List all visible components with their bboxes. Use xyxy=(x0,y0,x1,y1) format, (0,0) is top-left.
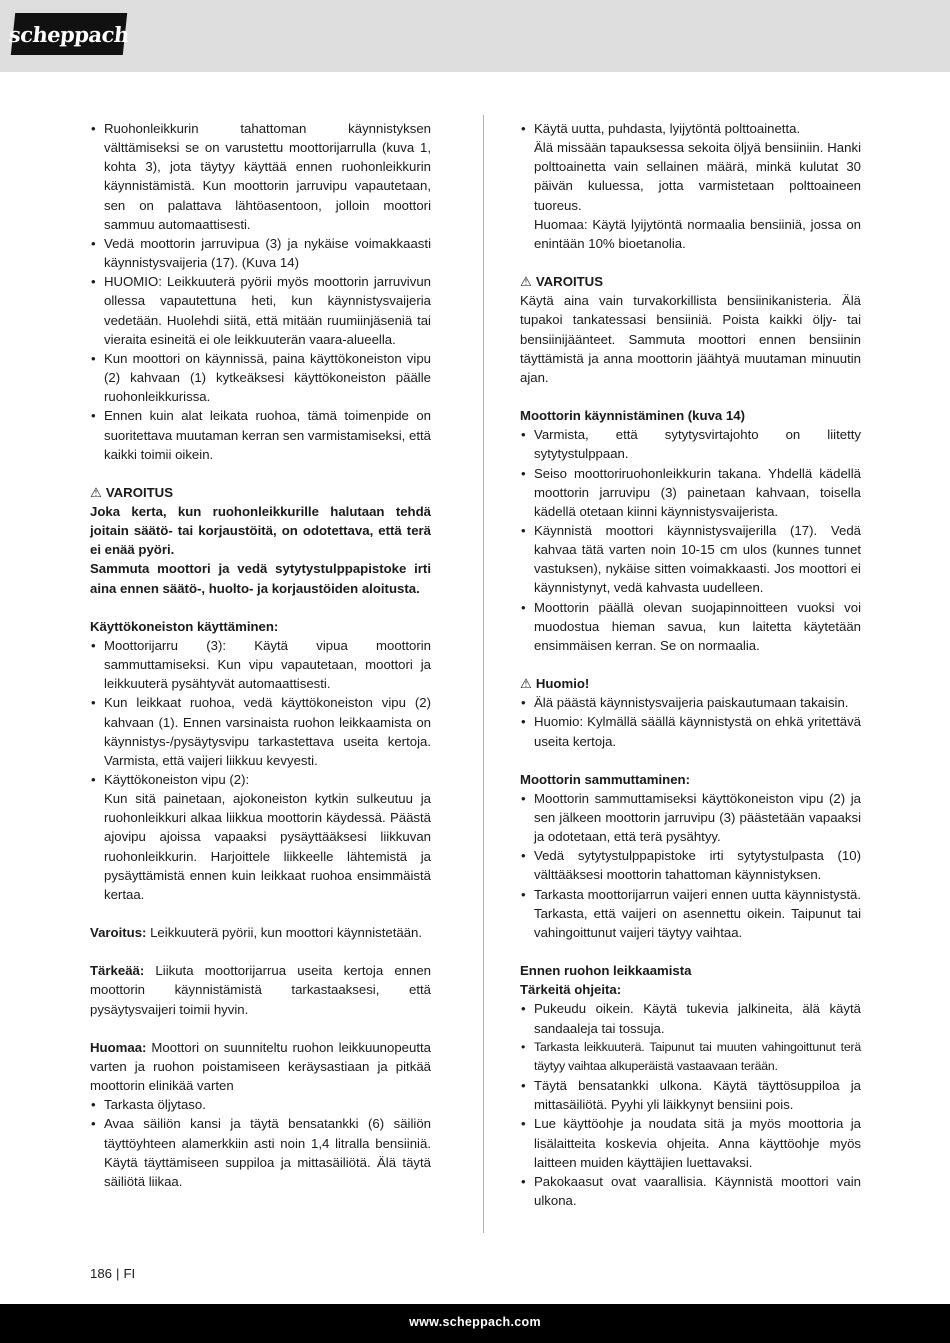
list-item: • Varmista, että sytytysvirtajohto on liitetty sytytystulppaan. xyxy=(520,425,861,463)
column-divider xyxy=(483,115,484,1233)
start-bullet-list xyxy=(520,425,861,655)
warning-triangle-icon: ⚠ xyxy=(90,484,102,500)
section-heading-start: Moottorin käynnistäminen (kuva 14) xyxy=(520,408,745,424)
drive-lever-title: • Käyttökoneiston vipu (2): xyxy=(104,772,250,787)
warning-triangle-icon: ⚠ xyxy=(520,274,532,290)
list-item: • Ruohonleikkurin tahattoman käynnistyksen välttämiseksi se on varustettu moottorijarrulla (kuva 1, kohta 3), jota täytyy käyttää ennen ruohonleikkurin käynnistämistä. Kun moottorin jarruvipu vapautetaan, sen on palattava lähtöasentoon, jolloin moottori sammuu automaattisesti. xyxy=(90,119,431,234)
intro-bullet-list xyxy=(90,119,431,464)
warning-text: Joka kerta, kun ruohonleikkurille halutaan tehdä joitain säätö- tai korjaustöitä, on odotettava, että terä ei enää pyöri. xyxy=(90,503,431,558)
warning-heading: ⚠ VAROITUS xyxy=(520,274,603,290)
right-column xyxy=(520,119,861,1210)
list-item: • Seiso moottoriruohonleikkurin takana. Yhdellä kädellä moottorin jarruvipu (3) painetaan kahvaan, toisella kädellä otetaan kiinni käynnistysvaijerista. xyxy=(520,464,861,521)
section-heading-stop: Moottorin sammuttaminen: xyxy=(520,771,690,787)
list-item: • Täytä bensatankki ulkona. Käytä täyttösuppiloa ja mittasäiliötä. Pyyhi yli läikkynyt bensiini pois. xyxy=(520,1076,861,1114)
list-item: • Moottorijarru (3): Käytä vipua moottorin sammuttamiseksi. Kun vipu vapautetaan, moottori ja leikkuuterä pysähtyvät automaattisesti. xyxy=(90,636,431,693)
list-item: • Huomio: Kylmällä säällä käynnistystä on ehkä yritettävä useita kertoja. xyxy=(520,712,861,750)
before-bullet-list xyxy=(520,999,861,1210)
huomaa-bullet-list xyxy=(90,1095,431,1191)
warning-text: Sammuta moottori ja vedä sytytystulppapistoke irti aina ennen säätö-, huolto- ja korjaustöiden aloitusta. xyxy=(90,561,431,596)
huomaa-paragraph: Huomaa: Moottori on suunniteltu ruohon leikkuunopeutta varten ja ruohon poistamiseen keräysastiaan ja pitkää moottorin elinikää varten xyxy=(90,1039,431,1094)
section-subheading: Tärkeitä ohjeita: xyxy=(520,982,622,998)
list-item: • Moottorin sammuttamiseksi käyttökoneiston vipu (2) ja sen jälkeen moottorin jarruvipu (3) päästetään vapaaksi ja odotetaan, että terä pysähtyy. xyxy=(520,789,861,846)
warning-text: Käytä aina vain turvakorkillista bensiinikanisteria. Älä tupakoi tankatessasi bensiiniä. Poista kaikki öljy- tai bensiinijäänteet. Sammuta moottori ennen bensiinin täyttämistä ja anna moottorin jäähtyä muutaman minuutin ajan. xyxy=(520,293,861,385)
list-item: • HUOMIO: Leikkuuterä pyörii myös moottorin jarruvivun ollessa vapautettuna heti, kun käynnistysvaijeria vedetään. Huolehdi siitä, että mitään ruumiinjäseniä tai vieraita esineitä ei ole leikkuuterän vaara-alueella. xyxy=(90,272,431,349)
list-item: • Vedä moottorin jarruvipua (3) ja nykäise voimakkaasti käynnistysvaijeria (17). (Kuva 14) xyxy=(90,234,431,272)
list-item: • Kun moottori on käynnissä, paina käyttökoneiston vipu (2) kahvaan (1) kytkeäksesi käyttökoneiston päälle ruohonleikkurissa. xyxy=(90,349,431,406)
list-item xyxy=(90,770,431,904)
header-bar xyxy=(0,0,950,72)
drive-bullet-list xyxy=(90,636,431,904)
list-item: • Vedä sytytystulppapistoke irti sytytystulpasta (10) välttääksesi moottorin tahattoman käynnistyksen. xyxy=(520,846,861,884)
attention-bullet-list xyxy=(520,693,861,750)
list-item: • Pakokaasut ovat vaarallisia. Käynnistä moottori vain ulkona. xyxy=(520,1172,861,1210)
list-item: • Älä päästä käynnistysvaijeria paiskautumaan takaisin. xyxy=(520,693,861,712)
warning-heading: ⚠ VAROITUS xyxy=(90,484,173,500)
fuel-bullet-list xyxy=(520,119,861,253)
left-column xyxy=(90,119,431,1191)
list-item: • Käytä uutta, puhdasta, lyijytöntä polttoainetta. Älä missään tapauksessa sekoita öljyä bensiiniin. Hanki polttoainetta vain sellainen määrä, minkä kulutat 30 päivän kuluessa, jotta varmistetaan polttoaineen tuoreus. Huomaa: Käytä lyijytöntä normaalia bensiiniä, jossa on enintään 10% bioetanolia. xyxy=(520,119,861,253)
warning-triangle-icon: ⚠ xyxy=(520,676,532,692)
list-item: • Pukeudu oikein. Käytä tukevia jalkineita, älä käytä sandaaleja tai tossuja. xyxy=(520,999,861,1037)
brand-logo: scheppach xyxy=(11,13,127,55)
website-link[interactable]: www.scheppach.com xyxy=(409,1315,541,1329)
list-item: • Lue käyttöohje ja noudata sitä ja myös moottoria ja lisälaitteita koskevia ohjeita. Anna käyttöohje myös laitteen muiden käyttäjien luettavaksi. xyxy=(520,1114,861,1171)
section-heading-before: Ennen ruohon leikkaamista xyxy=(520,963,692,979)
page-number: 186 | FI xyxy=(90,1266,136,1281)
drive-lever-text: Kun sitä painetaan, ajokoneiston kytkin sulkeutuu ja ruohonleikkuri alkaa liikkua moottorin käydessä. Päästä ajovipu ajoissa vapaaksi pysäyttääksesi liikkuvan ruohonleikkurin. Harjoittele liikkeelle lähtemistä ja pysäyttämistä ennen kuin leikkaat ruohoa ensimmäistä kertaa. xyxy=(104,791,431,902)
tarkeaa-paragraph: Tärkeää: Liikuta moottorijarrua useita kertoja ennen moottorin käynnistämistä tarkastaaksesi, että pysäytysvaijeri toimii hyvin. xyxy=(90,963,431,1017)
footer-bar xyxy=(0,1304,950,1343)
list-item: • Tarkasta moottorijarrun vaijeri ennen uutta käynnistystä. Tarkasta, että vaijeri on asennettu oikein. Taipunut tai vahingoittunut vaijeri täytyy vaihtaa. xyxy=(520,885,861,942)
list-item: • Käynnistä moottori käynnistysvaijerilla (17). Vedä kahvaa tätä varten noin 10-15 cm ulos (kunnes tunnet vastuksen), nykäise sitten voimakkaasti. Jos moottori ei käynnistynyt, vedä kahvasta uudelleen. xyxy=(520,521,861,598)
list-item: • Tarkasta öljytaso. xyxy=(90,1095,431,1114)
stop-bullet-list xyxy=(520,789,861,942)
varoitus-paragraph: Varoitus: Leikkuuterä pyörii, kun moottori käynnistetään. xyxy=(90,925,423,941)
list-item: • Avaa säiliön kansi ja täytä bensatankki (6) säiliön täyttöyhteen alamerkkiin asti noin 1,4 litralla bensiiniä. Käytä täyttämiseen suppiloa ja mittasäiliötä. Älä täytä säiliötä liikaa. xyxy=(90,1114,431,1191)
list-item: • Ennen kuin alat leikata ruohoa, tämä toimenpide on suoritettava muutaman kerran sen varmistamiseksi, että kaikki toimii oikein. xyxy=(90,406,431,463)
list-item: • Tarkasta leikkuuterä. Taipunut tai muuten vahingoittunut terä täytyy vaihtaa alkuperäistä vastaavaan terään. xyxy=(520,1038,861,1076)
section-heading-drive: Käyttökoneiston käyttäminen: xyxy=(90,618,279,634)
attention-heading: ⚠ Huomio! xyxy=(520,676,590,692)
list-item: • Moottorin päällä olevan suojapinnoitteen vuoksi voi muodostua hieman savua, kun laitetta käytetään ensimmäisen kerran. Se on normaalia. xyxy=(520,598,861,655)
list-item: • Kun leikkaat ruohoa, vedä käyttökoneiston vipu (2) kahvaan (1). Ennen varsinaista ruohon leikkaamista on käynnistys-/pysäytysvipu tarkastettava useita kertoja. Varmista, että vaijeri liikkuu kevyesti. xyxy=(90,693,431,770)
